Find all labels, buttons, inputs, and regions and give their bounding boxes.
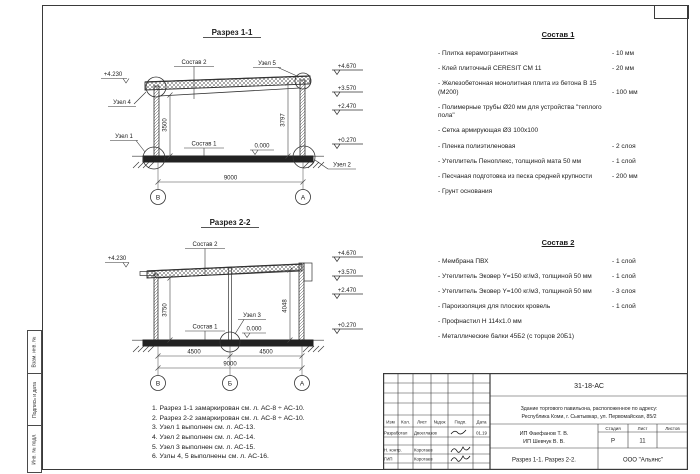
callout-sostav2: Состав 2 — [192, 242, 218, 248]
callout-sostav2: Состав 2 — [181, 60, 207, 66]
elevation-left: +4.230 — [103, 72, 123, 78]
right-parapet — [304, 263, 312, 281]
sostav2-title: Состав 2 — [541, 238, 575, 247]
row-role: Разработал — [384, 430, 408, 436]
list-item: - Профнастил Н 114х1.0 мм — [438, 318, 522, 326]
section1-title: Разрез 1-1 — [211, 28, 253, 37]
doc-number: 31-18-АС — [574, 383, 604, 390]
side-box-inv — [27, 425, 42, 473]
ground-hatch-right — [303, 346, 324, 352]
right-wall — [300, 80, 305, 156]
callout-sostav1: Состав 1 — [191, 141, 217, 148]
side-label: Инв. № подл. — [31, 433, 38, 465]
svg-text:Изм: Изм — [386, 419, 395, 425]
callout-uzel5: Узел 5 — [258, 61, 276, 67]
middle-column — [229, 268, 232, 340]
client-line1: ИП Фаефанов Т. В. — [519, 431, 569, 437]
list-item: - Пароизоляция для плоских кровель - 1 слой — [438, 303, 636, 311]
ceiling-line — [159, 88, 300, 96]
list-item: - Металлические балки 45Б2 (с торцов 20Б1) — [438, 333, 575, 341]
notes-list — [152, 404, 305, 462]
note-line: 4. Узел 2 выполнен см. л. АС-14. — [152, 433, 256, 441]
zero-level: 0.000 — [246, 326, 262, 333]
dimensions — [156, 81, 306, 190]
dim-span2: 4500 — [259, 349, 273, 356]
note-line: 5. Узел 3 выполнен см. л. АС-15. — [152, 443, 256, 451]
sostav1-list — [438, 30, 678, 203]
roof-band — [145, 76, 310, 90]
elevation-value: +4.670 — [337, 251, 357, 257]
axis-bubbles — [151, 190, 311, 205]
section-1-1-drawing — [70, 25, 430, 215]
left-wall — [154, 274, 158, 340]
stage-label: Стадия — [605, 426, 621, 431]
list-item: - Плитка керамогранитная - 10 мм — [438, 50, 634, 57]
section2-title: Разрез 2-2 — [209, 218, 251, 227]
axis-label: А — [300, 194, 306, 202]
structure — [132, 73, 324, 169]
title-block-headers — [386, 420, 487, 425]
signatures — [451, 430, 470, 461]
sheets-label: Листов — [665, 426, 680, 431]
dim-total: 9000 — [223, 361, 237, 368]
elevation-value: +3.570 — [337, 86, 357, 92]
callout-sostav1: Состав 1 — [192, 324, 218, 331]
sostav1-title: Состав 1 — [541, 30, 575, 39]
row-name: Коротаев — [414, 447, 433, 453]
svg-text:Подп.: Подп. — [454, 419, 467, 425]
elevation-value: +3.570 — [337, 270, 357, 276]
sostav2-list — [438, 238, 678, 348]
dim-total: 9000 — [223, 175, 238, 182]
axis-label: Б — [227, 380, 233, 388]
object-line1: Здание торгового павильона, расположенное по адресу: — [520, 406, 658, 412]
structure — [132, 263, 324, 352]
callouts — [105, 249, 266, 341]
object-line2: Республика Коми, г. Сыктывкар, ул. Первомайская, 85/2 — [521, 414, 657, 420]
stage-value: Р — [610, 438, 616, 445]
list-item: - Грунт основания — [438, 187, 493, 195]
row-role: Н. контр. — [384, 447, 402, 453]
elevation-value: +2.470 — [337, 104, 357, 110]
callout-uzel4: Узел 4 — [113, 100, 131, 106]
right-wall — [299, 263, 304, 340]
ground-hatch-left — [133, 346, 154, 352]
list-item: - Мембрана ПВХ - 1 слой — [438, 258, 636, 265]
elevation-left: +4.230 — [107, 256, 127, 262]
axis-bubbles — [151, 376, 310, 391]
list-item: - Клей плиточный CERESIT CM 11 - 20 мм — [438, 65, 634, 73]
callout-uzel1: Узел 1 — [115, 134, 133, 140]
dim-left: 3750 — [162, 303, 169, 317]
floor-slab — [143, 340, 313, 346]
section-2-2-drawing — [70, 215, 430, 400]
dim-right: 4048 — [282, 299, 289, 313]
elevation-value: +0.270 — [337, 138, 357, 144]
axis-label: В — [155, 380, 161, 388]
dim-right: 3797 — [280, 113, 287, 127]
title-block-signature-rows — [384, 431, 487, 462]
note-line: 1. Разрез 1-1 замаркирован см. л. АС-8 ÷ АС-10. — [152, 405, 305, 412]
callout-uzel3: Узел 3 — [243, 313, 261, 319]
side-box-podpis — [27, 373, 42, 426]
row-role: ГИП — [384, 456, 393, 462]
dim-left: 3500 — [162, 118, 169, 132]
company-name: ООО "Альянс" — [622, 457, 664, 464]
signature — [451, 456, 470, 461]
elevation-value: +2.470 — [337, 288, 357, 294]
sheet-label: Лист — [637, 426, 648, 431]
zero-level: 0.000 — [254, 143, 270, 150]
elevation-value: +0.270 — [337, 323, 357, 329]
svg-text:Лист: Лист — [417, 419, 427, 425]
title-block-grid — [383, 373, 688, 470]
sheet-title: Разрез 1-1. Разрез 2-2. — [512, 457, 576, 464]
svg-text:№док: №док — [433, 419, 446, 425]
client-line2: ИП Шевчук В. В. — [523, 439, 565, 445]
ground-hatch-left — [133, 162, 154, 168]
title-block-frame — [384, 373, 688, 470]
list-item: - Утеплитель Эковер Y=100 кг/м3, толщиной 50 мм - 3 слоя — [438, 288, 636, 296]
signature — [451, 447, 470, 452]
list-item: - Утеплитель Пеноплекс, толщиной мата 50 мм - 1 слой — [438, 157, 636, 165]
row-name: Коротаев — [414, 456, 433, 462]
top-right-stamp-box — [654, 5, 689, 19]
svg-text:Дата: Дата — [476, 419, 487, 425]
axis-label: В — [155, 194, 161, 202]
list-item: - Сетка армирующая Ø3 100х100 — [438, 127, 539, 135]
side-label: Взам. инв. № — [31, 336, 38, 368]
signature — [451, 430, 466, 434]
dim-span1: 4500 — [187, 349, 201, 356]
side-box-vzam — [27, 330, 42, 374]
dimensions — [156, 268, 305, 376]
svg-text:Кол.: Кол. — [401, 419, 410, 425]
sheet-value: 11 — [639, 438, 646, 445]
title-block — [383, 373, 688, 474]
list-item: - Полимерные трубы Ø20 мм для устройства "теплого пола" — [438, 103, 602, 120]
row-date: 01.19 — [476, 430, 487, 436]
row-name: Двоеглазов — [414, 430, 437, 436]
list-item: - Песчаная подготовка из песка средней крупности - 200 мм — [438, 172, 638, 180]
axis-label: А — [299, 380, 305, 388]
list-item: - Утеплитель Эковер Y=150 кг/м3, толщиной 50 мм - 1 слой — [438, 273, 636, 281]
callout-uzel2: Узел 2 — [333, 162, 351, 169]
list-item: - Железобетонная монолитная плита из бетона В 15 (М200) - 100 мм — [438, 80, 638, 96]
side-label: Подпись и дата — [31, 381, 38, 418]
note-line: 2. Разрез 2-2 замаркирован см. л. АС-8 ÷ АС-10. — [152, 414, 305, 422]
list-item: - Пленка полиэтиленовая - 2 слоя — [438, 142, 636, 150]
left-margin-column — [27, 331, 42, 473]
elevation-value: +4.670 — [337, 64, 357, 70]
note-line: 6. Узлы 4, 5 выполнены см. л. АС-16. — [152, 453, 269, 461]
note-line: 3. Узел 1 выполнен см. л. АС-13. — [152, 424, 256, 432]
